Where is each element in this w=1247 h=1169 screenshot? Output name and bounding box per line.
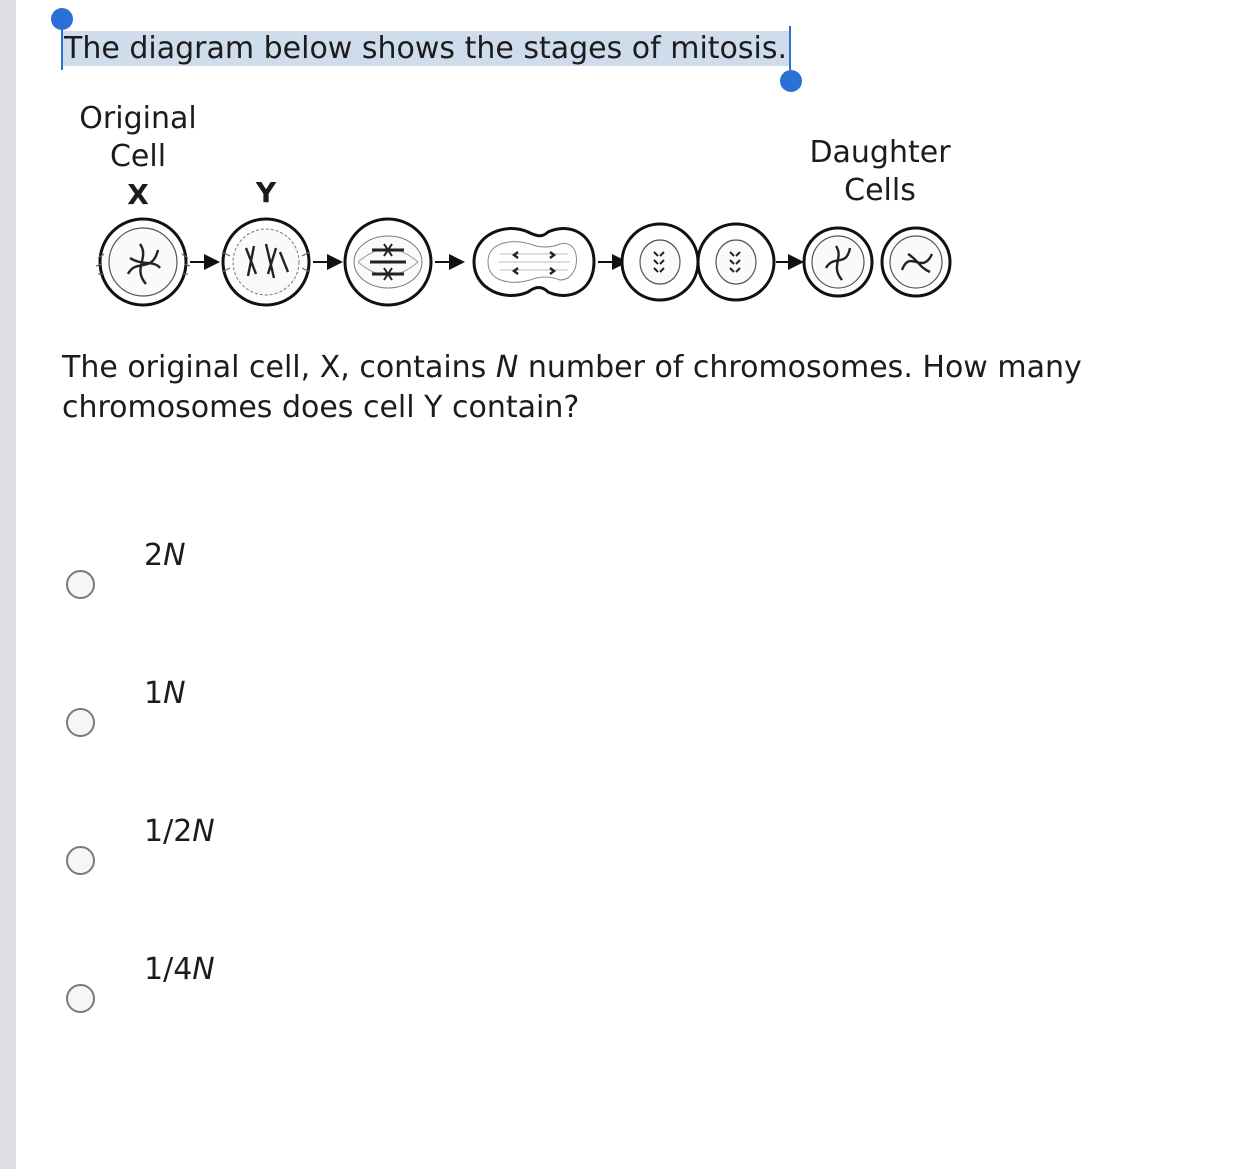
option-value: 2 xyxy=(144,538,164,573)
label-y: Y xyxy=(255,176,277,209)
answer-option-1n[interactable] xyxy=(64,676,464,764)
cell-metaphase xyxy=(345,219,431,305)
cell-telophase xyxy=(622,224,774,300)
cell-y-prophase xyxy=(222,219,310,305)
answer-option-quarter-n[interactable] xyxy=(64,952,464,1040)
label-daughter: Daughter xyxy=(809,135,951,170)
label-cell: Cell xyxy=(109,139,167,174)
label-cells: Cells xyxy=(844,173,916,208)
option-variable: N xyxy=(192,814,215,849)
question-variable: N xyxy=(495,350,519,385)
question-text-part2: number of chromosomes. How many chromosomes does cell Y contain? xyxy=(62,350,1082,425)
label-original: Original xyxy=(79,101,197,136)
answer-option-half-n[interactable] xyxy=(64,814,464,902)
option-variable: N xyxy=(163,538,186,573)
option-variable: N xyxy=(192,952,215,987)
question-text-part1: The original cell, X, contains xyxy=(62,350,496,385)
daughter-cells xyxy=(804,228,950,296)
radio-button[interactable] xyxy=(66,708,95,737)
radio-button[interactable] xyxy=(66,846,95,875)
option-variable: N xyxy=(163,676,186,711)
radio-button[interactable] xyxy=(66,984,95,1013)
option-value: 1/4 xyxy=(144,952,193,987)
selection-end-caret xyxy=(789,26,791,70)
cell-x-interphase xyxy=(96,219,190,305)
left-rail xyxy=(0,0,16,1169)
option-label xyxy=(144,812,215,852)
option-value: 1 xyxy=(144,676,164,711)
option-label xyxy=(144,674,186,714)
answer-option-2n[interactable] xyxy=(64,538,464,626)
question-intro xyxy=(62,28,789,70)
mitosis-stages-svg xyxy=(70,98,970,318)
selected-intro-text[interactable]: The diagram below shows the stages of mitosis. xyxy=(64,31,788,66)
option-label xyxy=(144,536,186,576)
selection-start-caret xyxy=(61,26,63,70)
cell-anaphase xyxy=(474,229,594,296)
selection-start-handle[interactable] xyxy=(51,8,73,30)
selection-end-handle[interactable] xyxy=(780,70,802,92)
question-text xyxy=(62,348,1202,428)
radio-button[interactable] xyxy=(66,570,95,599)
option-label xyxy=(144,950,215,990)
mitosis-diagram xyxy=(70,98,970,318)
option-value: 1/2 xyxy=(144,814,193,849)
label-x: X xyxy=(127,178,149,211)
